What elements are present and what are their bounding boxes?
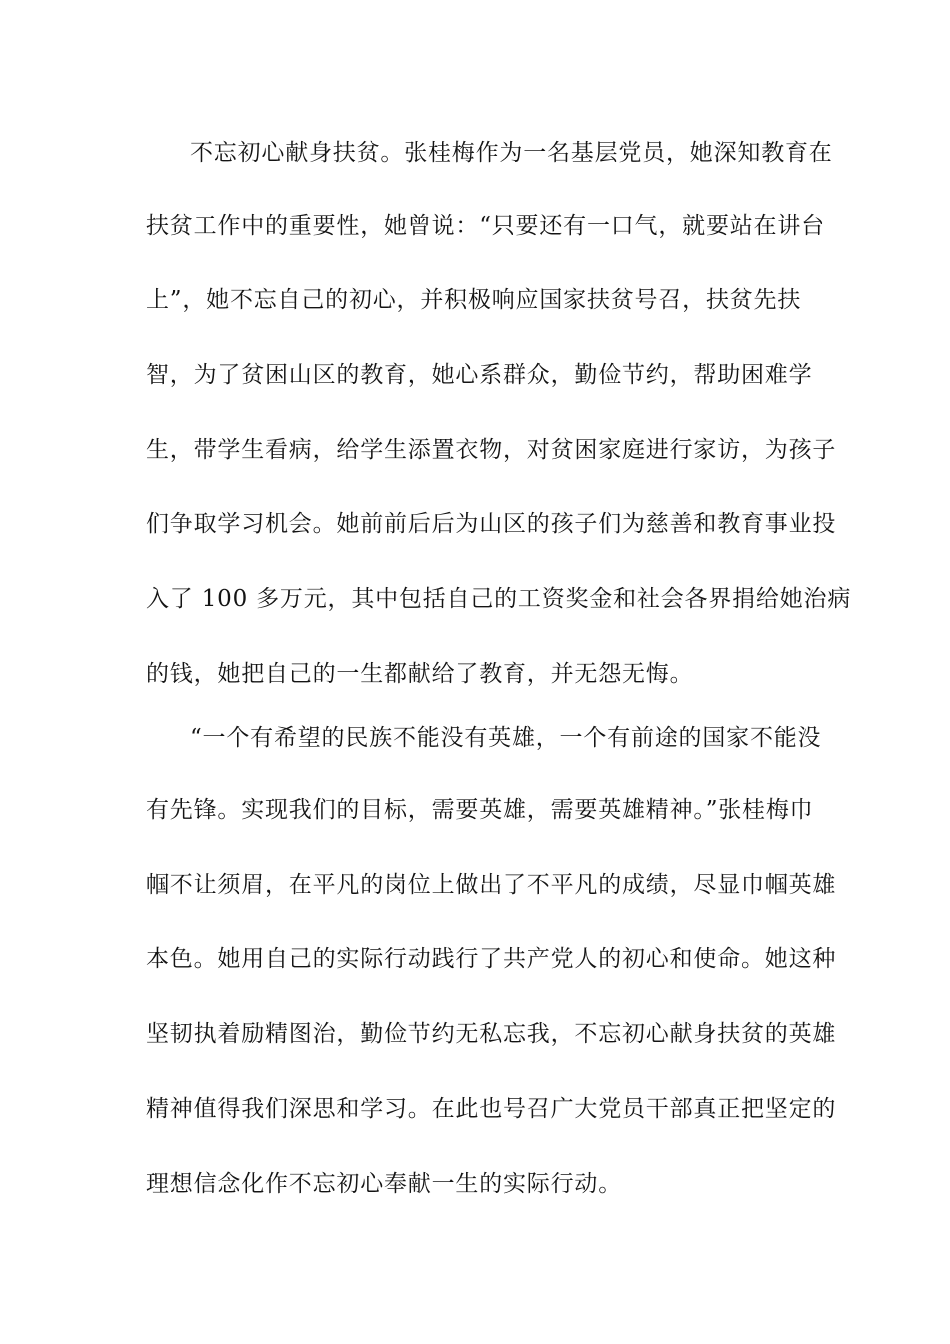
paragraph-2-line-6: 精神值得我们深思和学习。在此也号召广大党员干部真正把坚定的 (146, 1096, 837, 1122)
paragraph-2-line-2: 有先锋。实现我们的目标，需要英雄，需要英雄精神。”张桂梅巾 (146, 797, 814, 823)
paragraph-1-line-7: 入了 100 多万元，其中包括自己的工资奖金和社会各界捐给她治病 (146, 586, 852, 612)
paragraph-1-line-1: 不忘初心献身扶贫。张桂梅作为一名基层党员，她深知教育在 (190, 140, 833, 166)
paragraph-1-line-8: 的钱，她把自己的一生都献给了教育，并无怨无悔。 (146, 661, 694, 687)
paragraph-2-line-3: 帼不让须眉，在平凡的岗位上做出了不平凡的成绩，尽显巾帼英雄 (146, 872, 837, 898)
paragraph-2-line-7: 理想信念化作不忘初心奉献一生的实际行动。 (146, 1171, 622, 1197)
paragraph-1-line-3: 上”，她不忘自己的初心，并积极响应国家扶贫号召，扶贫先扶 (146, 287, 802, 313)
paragraph-2-line-4: 本色。她用自己的实际行动践行了共产党人的初心和使命。她这种 (146, 946, 837, 972)
paragraph-1-line-6: 们争取学习机会。她前前后后为山区的孩子们为慈善和教育事业投 (146, 511, 837, 537)
paragraph-1-line-5: 生，带学生看病，给学生添置衣物，对贫困家庭进行家访，为孩子 (146, 437, 837, 463)
paragraph-1-line-4: 智，为了贫困山区的教育，她心系群众，勤俭节约，帮助困难学 (146, 362, 813, 388)
paragraph-2-line-5: 坚韧执着励精图治，勤俭节约无私忘我，不忘初心献身扶贫的英雄 (146, 1021, 837, 1047)
paragraph-1-line-2: 扶贫工作中的重要性，她曾说：“只要还有一口气，就要站在讲台 (146, 213, 825, 239)
paragraph-2-line-1: “一个有希望的民族不能没有英雄，一个有前途的国家不能没 (190, 725, 822, 751)
